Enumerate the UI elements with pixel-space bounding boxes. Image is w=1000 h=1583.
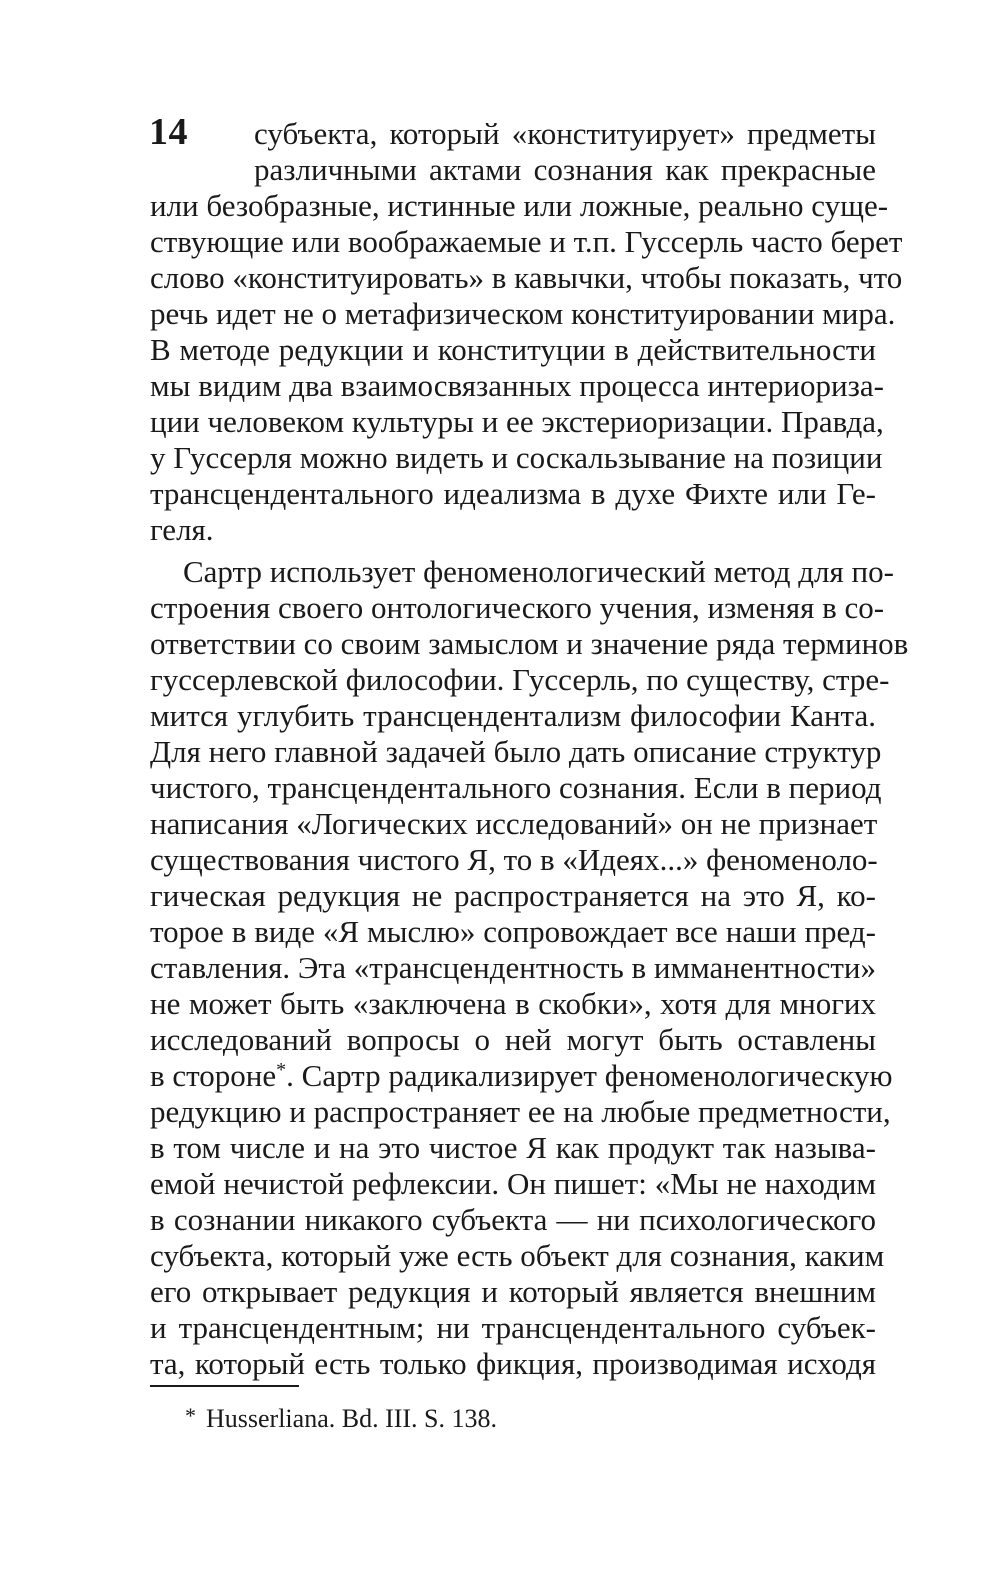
text-line: строения своего онтологического учения, изменяя в со- [150, 590, 885, 625]
text-line: мится углубить трансцендентализм философии Канта. [150, 698, 876, 733]
text-line: написания «Логических исследований» он не признает [150, 806, 878, 841]
text-line: различными актами сознания как прекрасные [254, 152, 876, 187]
body-text [149, 111, 909, 1382]
text-line: у Гуссерля можно видеть и соскальзывание на позиции [150, 440, 883, 475]
text-line: не может быть «заключена в скобки», хотя для многих [150, 986, 876, 1021]
text-line: в сознании никакого субъекта — ни психологического [150, 1202, 876, 1237]
text-line: емой нечистой рефлексии. Он пишет: «Мы не находим [150, 1166, 876, 1201]
text-fragment: в стороне [150, 1058, 277, 1093]
text-line: ствующие или воображаемые и т.п. Гуссерль часто берет [150, 224, 903, 259]
text-line: чистого, трансцендентального сознания. Если в период [150, 770, 882, 805]
text-line: ции человеком культуры и ее экстериоризации. Правда, [150, 404, 884, 439]
footnote-text: Husserliana. Bd. III. S. 138. [206, 1404, 498, 1433]
page-number: 14 [149, 111, 188, 153]
text-line: гическая редукция не распространяется на это Я, ко- [150, 878, 876, 913]
text-line: мы видим два взаимосвязанных процесса интериориза- [150, 368, 884, 403]
text-line: редукцию и распространяет ее на любые предметности, [150, 1094, 891, 1129]
text-line: трансцендентального идеализма в духе Фихте или Ге- [150, 476, 876, 511]
text-line: геля. [150, 512, 214, 547]
text-line: его открывает редукция и который является внешним [150, 1274, 876, 1309]
footnote [185, 1401, 497, 1434]
text-line: гуссерлевской философии. Гуссерль, по существу, стре- [150, 662, 890, 697]
text-line-with-footnote-ref [150, 1058, 893, 1094]
text-fragment: . Сартр радикализирует феноменологическую [286, 1058, 893, 1093]
text-line: субъекта, который «конституирует» предметы [254, 116, 876, 151]
text-line: та, который есть только фикция, производимая исходя [150, 1346, 876, 1381]
text-line: исследований вопросы о ней могут быть оставлены [150, 1022, 876, 1057]
text-line: ставления. Эта «трансцендентность в имманентности» [150, 950, 876, 985]
text-line: субъекта, который уже есть объект для сознания, каким [150, 1238, 885, 1273]
text-line: или безобразные, истинные или ложные, реально суще- [150, 188, 889, 223]
text-line: речь идет не о метафизическом конституировании мира. [150, 296, 896, 331]
text-line: существования чистого Я, то в «Идеях...» феноменоло- [150, 842, 878, 877]
text-line: ответствии со своим замыслом и значение ряда терминов [150, 626, 909, 661]
text-line: Сартр использует феноменологический метод для по- [183, 554, 894, 589]
footnote-mark: * [185, 1403, 196, 1428]
text-line: торое в виде «Я мыслю» сопровождает все наши пред- [150, 914, 876, 949]
footnote-divider [150, 1385, 299, 1387]
text-line: и трансцендентным; ни трансцендентального субъек- [150, 1310, 876, 1345]
text-line: слово «конституировать» в кавычки, чтобы показать, что [150, 260, 903, 295]
text-line: Для него главной задачей было дать описание структур [150, 734, 882, 769]
footnote-reference[interactable]: * [276, 1059, 287, 1081]
text-line: В методе редукции и конституции в действительности [150, 332, 876, 367]
text-line: в том числе и на это чистое Я как продукт так называ- [150, 1130, 876, 1165]
